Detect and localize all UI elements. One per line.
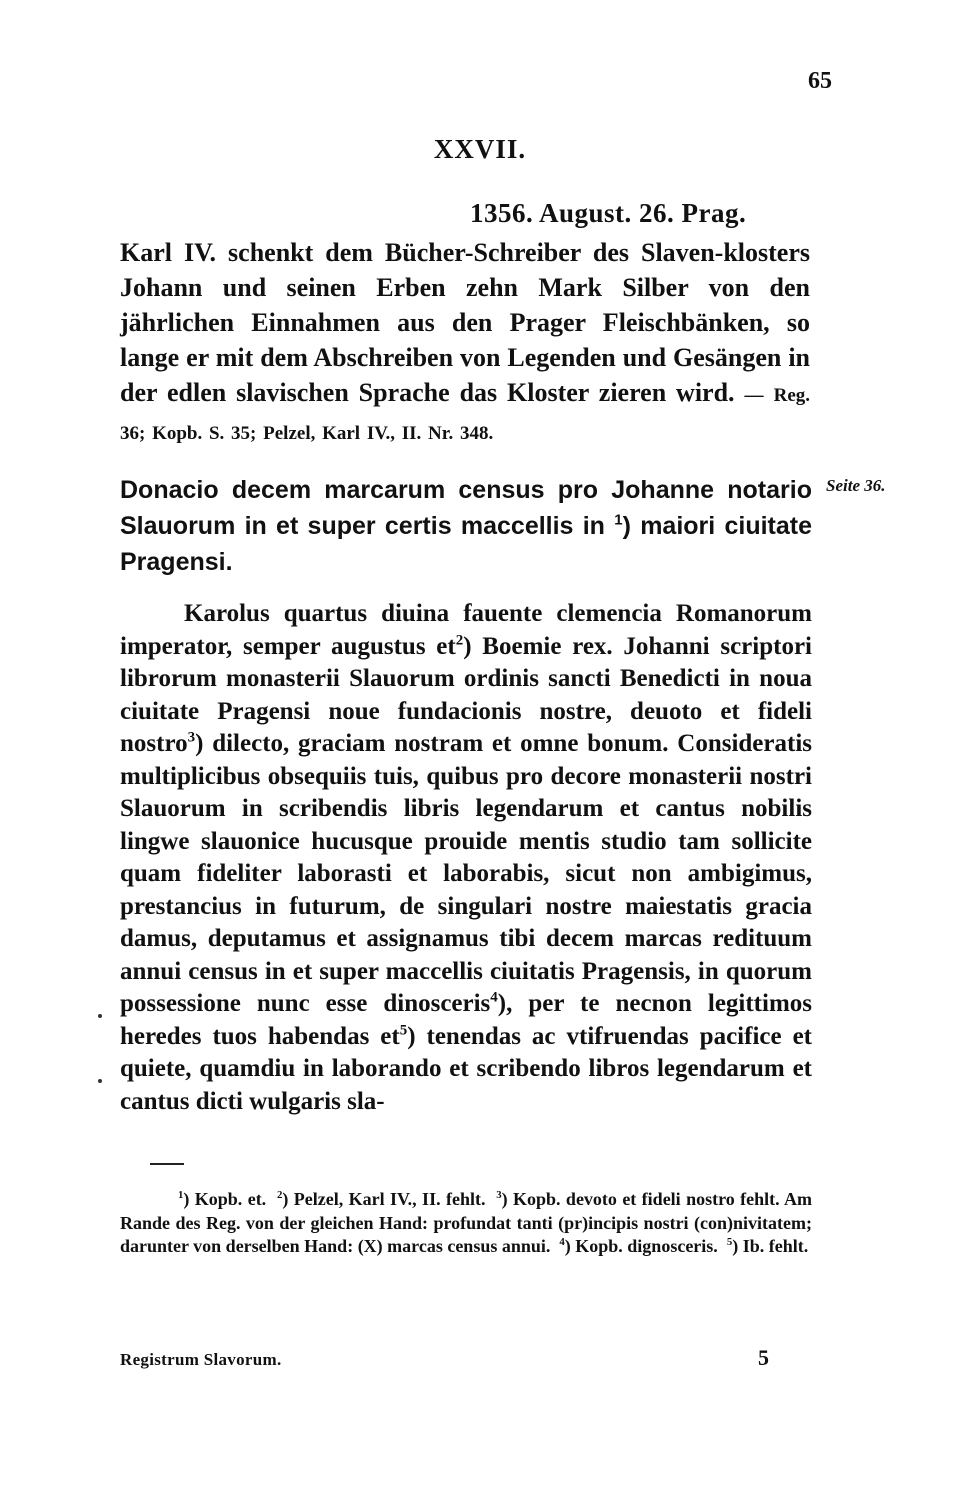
- rubric-text-before: Donacio decem marcarum census pro Johanne notario Slauorum in et super certis maccellis in: [120, 476, 812, 540]
- footnote-mark: 5: [726, 1236, 733, 1248]
- footnote-mark: 1: [178, 1189, 184, 1201]
- regest-citation: — Reg. 36; Kopb. S. 35; Pelzel, Karl IV., II. Nr. 348.: [120, 385, 811, 444]
- footnote-text: ) Ib. fehlt.: [732, 1236, 809, 1256]
- body-segment: ) tenendas ac vtifruendas pacifice et quiete, quamdiu in laborando et scribendo libros legendarum et cantus dicti wulgaris sla-: [120, 1022, 812, 1115]
- footnote-ref: 2: [455, 632, 464, 649]
- footnote-mark: 3: [496, 1189, 502, 1201]
- body-text: [120, 598, 812, 1118]
- footnote-ref: 4: [490, 989, 498, 1006]
- footnote-text: ) Kopb. et.: [183, 1189, 267, 1209]
- footnote-ref: 5: [399, 1022, 408, 1039]
- rubric-text-after: maiori ciuitate Pragensi.: [120, 512, 813, 576]
- body-segment: Karolus quartus diuina fauente clemencia Romanorum imperator, semper augustus et: [120, 600, 812, 660]
- footnote-mark: 4: [559, 1236, 565, 1248]
- page-number: 65: [808, 68, 832, 94]
- sheet-number: 5: [758, 1345, 769, 1370]
- footnotes: [120, 1188, 812, 1259]
- footnote-text: ) Kopb. devoto et fideli nostro fehlt. Am Rande des Reg. von der gleichen Hand: profundat tanti (pr)incipis nostri (con)nivitatem; darunter von derselben Hand: (X) marcas census annui.: [120, 1189, 813, 1256]
- footnote-ref: 1: [614, 511, 623, 529]
- footnote-divider: [150, 1163, 184, 1165]
- date-line: 1356. August. 26. Prag.: [470, 198, 747, 228]
- body-segment: ) Boemie rex. Johanni scriptori librorum monasterii Slauorum ordinis sancti Benedicti in noua ciuitate Pragensi noue fundacionis nostre, deuoto et fideli nostro: [120, 632, 812, 757]
- footnote-mark: 2: [276, 1189, 283, 1201]
- document-number: XXVII.: [433, 134, 527, 164]
- regest-text: Karl IV. schenkt dem Bücher-Schreiber des Slaven-klosters Johann und seinen Erben zehn Mark Silber von den jährlichen Einnahmen aus den Prager Fleischbänken, so lange er mit dem Abschreiben von Legenden und Gesängen in der edlen slavischen Sprache das Kloster zieren wird.: [120, 238, 810, 407]
- body-segment: ) dilecto, graciam nostram et omne bonum. Consideratis multiplicibus obsequiis tuis, quibus pro decore monasterii nostri Slauorum in scribendis libris legendarum et cantus nobilis lingwe slauonice hucusque prouide mentis studio tam sollicite quam fideliter laborasti et laborabis, sicut non ambigimus, prestancius in futurum, de singulari nostre maiestatis gracia damus, deputamus et assignamus tibi decem marcas redituum annui census in et super maccellis ciuitatis Pragensis, in quorum possessione nunc esse dinosceris: [120, 730, 812, 1017]
- regest-summary: [120, 235, 810, 451]
- stray-dot: [98, 1079, 102, 1083]
- margin-note: Seite 36.: [826, 476, 886, 495]
- footnote-ref: 3: [187, 729, 196, 746]
- register-signature: Registrum Slavorum.: [120, 1350, 282, 1369]
- footnote-text: ) Kopb. dignosceris.: [564, 1236, 718, 1256]
- body-segment: ), per te necnon legittimos heredes tuos habendas et: [120, 990, 813, 1050]
- footnote-text: ) Pelzel, Karl IV., II. fehlt.: [282, 1189, 486, 1209]
- stray-dot: [98, 1014, 102, 1018]
- body-paragraph: [120, 598, 812, 1118]
- rubric: Donacio decem marcarum census pro Johanne notario Slauorum in et super certis maccellis in $^1$) maiori ciuitate Pragensi.: [120, 476, 813, 576]
